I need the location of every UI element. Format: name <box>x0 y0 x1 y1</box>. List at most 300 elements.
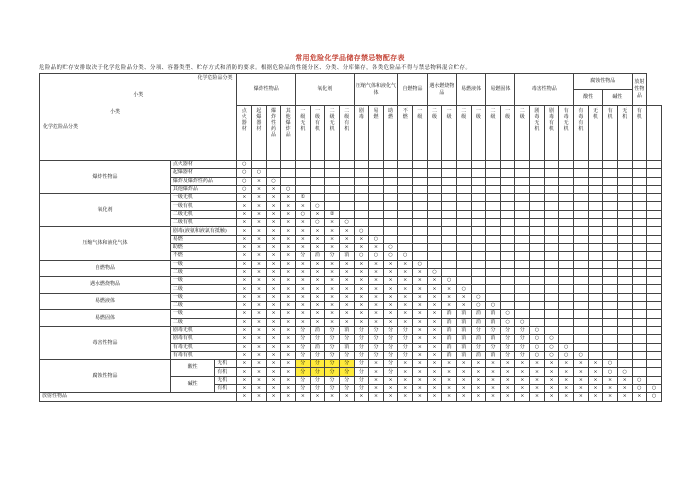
matrix-cell: ○ <box>237 177 252 185</box>
column-label: 不燃 <box>402 108 408 120</box>
matrix-cell: ○ <box>369 252 384 260</box>
matrix-cell <box>647 368 662 376</box>
matrix-cell: 分 <box>500 343 515 351</box>
matrix-cell: × <box>574 385 589 393</box>
matrix-cell <box>413 219 428 227</box>
matrix-cell <box>632 210 647 218</box>
matrix-cell <box>398 227 413 235</box>
matrix-cell: × <box>339 393 354 401</box>
matrix-cell: × <box>310 210 325 218</box>
matrix-cell <box>383 161 398 169</box>
matrix-cell <box>515 177 530 185</box>
matrix-cell <box>413 210 428 218</box>
matrix-cell <box>515 260 530 268</box>
group-header: 毒害性物品 <box>515 74 574 106</box>
matrix-cell <box>471 169 486 177</box>
column-label: 二级 <box>461 108 467 120</box>
matrix-cell <box>339 161 354 169</box>
matrix-cell <box>559 219 574 227</box>
matrix-cell: × <box>442 385 457 393</box>
matrix-cell: × <box>413 368 428 376</box>
matrix-cell: × <box>369 385 384 393</box>
matrix-cell: × <box>281 293 296 301</box>
matrix-cell <box>515 169 530 177</box>
matrix-cell: 分 <box>310 368 325 376</box>
matrix-cell: ○ <box>617 368 632 376</box>
subcategory-label: 助燃 <box>170 243 237 251</box>
matrix-cell: 分 <box>500 351 515 359</box>
matrix-cell: × <box>530 368 545 376</box>
matrix-cell <box>515 252 530 260</box>
matrix-cell <box>369 161 384 169</box>
column-header <box>427 106 442 161</box>
matrix-cell <box>486 285 501 293</box>
matrix-cell: × <box>442 376 457 384</box>
matrix-cell: × <box>383 310 398 318</box>
matrix-cell: 消 <box>456 351 471 359</box>
matrix-cell: × <box>325 243 340 251</box>
matrix-cell: × <box>369 243 384 251</box>
matrix-cell <box>603 169 618 177</box>
matrix-cell <box>588 302 603 310</box>
matrix-cell: ○ <box>456 285 471 293</box>
matrix-cell <box>442 243 457 251</box>
matrix-cell: × <box>237 310 252 318</box>
matrix-cell <box>603 326 618 334</box>
matrix-cell: × <box>617 385 632 393</box>
matrix-cell <box>647 310 662 318</box>
matrix-cell: 分 <box>296 343 311 351</box>
matrix-cell: × <box>281 335 296 343</box>
matrix-cell <box>500 260 515 268</box>
matrix-cell <box>588 335 603 343</box>
matrix-cell: × <box>398 368 413 376</box>
matrix-cell: × <box>281 202 296 210</box>
matrix-cell: × <box>252 194 267 202</box>
matrix-cell <box>456 277 471 285</box>
subcategory-label: 一级 <box>170 260 237 268</box>
matrix-cell: × <box>500 393 515 401</box>
column-header <box>486 106 501 161</box>
column-header <box>588 106 603 161</box>
matrix-cell: 分 <box>310 360 325 368</box>
corner-top-label: 化学危险品分类 <box>197 75 233 81</box>
matrix-cell: × <box>310 268 325 276</box>
matrix-cell <box>310 185 325 193</box>
matrix-cell <box>574 227 589 235</box>
subcategory-label: 爆炸及爆炸性药品 <box>170 177 237 185</box>
matrix-cell <box>427 243 442 251</box>
matrix-cell: × <box>471 368 486 376</box>
matrix-cell <box>325 194 340 202</box>
matrix-cell <box>442 185 457 193</box>
matrix-cell <box>647 302 662 310</box>
matrix-cell: ○ <box>632 385 647 393</box>
matrix-cell <box>369 169 384 177</box>
matrix-cell: × <box>266 219 281 227</box>
matrix-cell: × <box>339 260 354 268</box>
matrix-cell <box>588 194 603 202</box>
matrix-cell: × <box>427 343 442 351</box>
matrix-cell <box>442 252 457 260</box>
matrix-cell <box>617 268 632 276</box>
matrix-cell <box>486 202 501 210</box>
category-label: 放射性物品 <box>40 393 237 401</box>
matrix-cell: × <box>237 376 252 384</box>
matrix-cell <box>486 169 501 177</box>
matrix-cell <box>559 260 574 268</box>
matrix-cell: × <box>281 268 296 276</box>
matrix-cell: 分 <box>310 376 325 384</box>
matrix-cell: × <box>281 310 296 318</box>
table-row <box>40 393 662 401</box>
matrix-cell: 分 <box>296 360 311 368</box>
matrix-cell: ○ <box>427 268 442 276</box>
matrix-cell <box>603 202 618 210</box>
matrix-cell <box>266 161 281 169</box>
matrix-cell: × <box>296 268 311 276</box>
matrix-cell: × <box>281 285 296 293</box>
matrix-cell: × <box>398 302 413 310</box>
matrix-cell <box>632 252 647 260</box>
matrix-cell <box>471 285 486 293</box>
matrix-cell: × <box>515 385 530 393</box>
column-header <box>574 106 589 161</box>
matrix-cell: × <box>383 268 398 276</box>
matrix-cell: × <box>574 368 589 376</box>
matrix-cell <box>603 268 618 276</box>
matrix-cell <box>617 169 632 177</box>
column-label: 剧毒 <box>358 108 364 120</box>
matrix-cell <box>266 169 281 177</box>
matrix-cell <box>574 326 589 334</box>
matrix-cell: ○ <box>310 202 325 210</box>
column-header <box>369 106 384 161</box>
matrix-cell <box>617 351 632 359</box>
matrix-cell: × <box>369 285 384 293</box>
matrix-cell: × <box>588 360 603 368</box>
matrix-cell <box>471 177 486 185</box>
column-header <box>632 106 647 161</box>
matrix-cell: × <box>281 376 296 384</box>
matrix-cell <box>617 252 632 260</box>
matrix-cell: × <box>252 293 267 301</box>
matrix-cell: × <box>442 368 457 376</box>
matrix-cell <box>486 219 501 227</box>
matrix-cell: ○ <box>252 169 267 177</box>
matrix-cell <box>617 343 632 351</box>
matrix-cell: 消 <box>310 326 325 334</box>
table-row <box>40 293 662 301</box>
group-label: 碱性 <box>170 376 214 393</box>
matrix-cell: × <box>325 310 340 318</box>
matrix-cell: × <box>252 219 267 227</box>
matrix-cell: × <box>281 235 296 243</box>
matrix-cell: × <box>339 310 354 318</box>
matrix-cell <box>530 252 545 260</box>
column-header <box>617 106 632 161</box>
matrix-cell <box>574 302 589 310</box>
matrix-cell <box>530 177 545 185</box>
matrix-cell: 消 <box>471 335 486 343</box>
matrix-cell <box>325 185 340 193</box>
matrix-cell: × <box>252 210 267 218</box>
matrix-cell: × <box>369 302 384 310</box>
matrix-cell: × <box>413 385 428 393</box>
matrix-cell: × <box>237 368 252 376</box>
matrix-cell: ① <box>296 194 311 202</box>
matrix-cell <box>647 268 662 276</box>
matrix-cell: × <box>266 252 281 260</box>
matrix-cell <box>354 219 369 227</box>
matrix-cell: × <box>398 360 413 368</box>
column-header <box>252 106 267 161</box>
matrix-cell: × <box>354 285 369 293</box>
matrix-cell: ○ <box>647 385 662 393</box>
matrix-cell: × <box>413 343 428 351</box>
matrix-cell: × <box>266 293 281 301</box>
matrix-cell: 消 <box>471 351 486 359</box>
matrix-cell <box>588 227 603 235</box>
matrix-cell: × <box>500 368 515 376</box>
matrix-cell <box>325 202 340 210</box>
subcategory-label: 剧毒有机 <box>170 335 237 343</box>
matrix-cell: × <box>296 219 311 227</box>
matrix-cell <box>471 235 486 243</box>
matrix-cell: × <box>252 343 267 351</box>
column-label: 其他爆炸品 <box>285 108 291 138</box>
matrix-cell <box>603 335 618 343</box>
matrix-cell: × <box>252 376 267 384</box>
matrix-cell <box>544 161 559 169</box>
group-header: 易燃固体 <box>486 74 515 106</box>
matrix-cell: × <box>237 219 252 227</box>
category-label: 自燃物品 <box>40 260 171 277</box>
matrix-cell <box>515 277 530 285</box>
intro-text: 危险品的贮存安排取决于化学危险品分类、分项、容器类型、贮存方式和消防的要求。根据危险品的性能分区、分类、分库储存，各类危险品不得与禁忌物料混合贮存。 <box>39 65 472 71</box>
matrix-cell <box>647 260 662 268</box>
matrix-cell <box>398 243 413 251</box>
matrix-cell: 分 <box>369 326 384 334</box>
matrix-cell <box>398 194 413 202</box>
matrix-cell <box>281 177 296 185</box>
matrix-cell: × <box>325 293 340 301</box>
matrix-cell: × <box>252 227 267 235</box>
subcategory-label: 二级无机 <box>170 210 237 218</box>
matrix-cell: × <box>237 210 252 218</box>
matrix-cell: × <box>427 385 442 393</box>
matrix-cell: × <box>296 293 311 301</box>
matrix-cell: × <box>252 243 267 251</box>
matrix-cell <box>632 219 647 227</box>
matrix-cell <box>500 227 515 235</box>
matrix-cell: × <box>325 268 340 276</box>
matrix-cell: × <box>252 202 267 210</box>
group-header: 腐蚀性物品 <box>574 74 633 90</box>
matrix-cell <box>486 243 501 251</box>
matrix-cell: × <box>413 360 428 368</box>
matrix-cell: 分 <box>310 335 325 343</box>
matrix-cell <box>588 252 603 260</box>
column-header <box>515 106 530 161</box>
matrix-cell: × <box>281 326 296 334</box>
column-label: 一级 <box>417 108 423 120</box>
matrix-cell <box>574 343 589 351</box>
subcategory-label: 一级 <box>170 310 237 318</box>
matrix-cell: × <box>588 376 603 384</box>
matrix-cell <box>632 235 647 243</box>
matrix-cell <box>530 161 545 169</box>
matrix-cell: × <box>266 335 281 343</box>
matrix-cell <box>413 235 428 243</box>
matrix-cell: × <box>574 376 589 384</box>
header-row <box>40 74 662 90</box>
matrix-cell: × <box>413 268 428 276</box>
matrix-cell: 分 <box>515 326 530 334</box>
matrix-cell: × <box>237 360 252 368</box>
matrix-cell: × <box>237 252 252 260</box>
matrix-cell <box>500 194 515 202</box>
matrix-cell: 分 <box>383 368 398 376</box>
matrix-cell <box>310 194 325 202</box>
matrix-cell <box>530 310 545 318</box>
matrix-cell <box>574 235 589 243</box>
category-label: 爆炸性物品 <box>40 161 171 194</box>
column-label: 二级 <box>432 108 438 120</box>
matrix-cell <box>427 227 442 235</box>
matrix-cell <box>339 169 354 177</box>
matrix-cell <box>500 235 515 243</box>
matrix-cell: × <box>281 302 296 310</box>
matrix-cell <box>647 202 662 210</box>
column-header <box>442 106 457 161</box>
matrix-cell: × <box>252 360 267 368</box>
matrix-cell: × <box>266 243 281 251</box>
matrix-cell: × <box>471 393 486 401</box>
matrix-cell <box>544 243 559 251</box>
matrix-cell <box>559 194 574 202</box>
matrix-cell: × <box>252 235 267 243</box>
matrix-cell: ○ <box>266 177 281 185</box>
matrix-cell <box>383 194 398 202</box>
matrix-cell <box>617 285 632 293</box>
category-label: 易燃液体 <box>40 293 171 310</box>
matrix-cell <box>544 285 559 293</box>
matrix-cell: × <box>237 318 252 326</box>
matrix-cell: 消 <box>456 318 471 326</box>
matrix-cell: ○ <box>544 351 559 359</box>
matrix-cell <box>588 285 603 293</box>
page-title: 常用危险化学品储存禁忌物配存表 <box>295 53 405 62</box>
matrix-cell: ○ <box>237 185 252 193</box>
matrix-cell: × <box>252 368 267 376</box>
matrix-cell <box>647 360 662 368</box>
matrix-cell <box>486 252 501 260</box>
table-row <box>40 260 662 268</box>
matrix-cell: × <box>237 268 252 276</box>
matrix-cell: × <box>354 318 369 326</box>
matrix-cell: 消 <box>486 310 501 318</box>
subcategory-label: 不燃 <box>170 252 237 260</box>
matrix-cell: 消 <box>486 335 501 343</box>
matrix-cell: × <box>325 235 340 243</box>
matrix-cell <box>486 268 501 276</box>
matrix-cell: × <box>252 268 267 276</box>
matrix-cell <box>456 235 471 243</box>
matrix-cell <box>530 302 545 310</box>
matrix-cell <box>383 202 398 210</box>
matrix-cell: × <box>413 277 428 285</box>
matrix-cell: × <box>325 285 340 293</box>
matrix-cell: 分 <box>325 385 340 393</box>
matrix-cell <box>398 235 413 243</box>
matrix-cell: 分 <box>310 385 325 393</box>
matrix-cell <box>456 260 471 268</box>
matrix-cell: × <box>559 393 574 401</box>
matrix-cell <box>398 219 413 227</box>
matrix-cell <box>500 169 515 177</box>
matrix-cell <box>647 326 662 334</box>
matrix-cell <box>413 177 428 185</box>
matrix-cell <box>471 252 486 260</box>
matrix-cell <box>442 210 457 218</box>
matrix-cell: ○ <box>603 360 618 368</box>
matrix-cell <box>574 185 589 193</box>
matrix-cell: × <box>310 302 325 310</box>
matrix-cell <box>544 219 559 227</box>
matrix-cell <box>559 285 574 293</box>
matrix-cell <box>486 293 501 301</box>
matrix-cell: × <box>603 393 618 401</box>
matrix-cell <box>281 169 296 177</box>
matrix-cell <box>559 277 574 285</box>
group-header: 爆炸性物品 <box>237 74 296 106</box>
matrix-cell: 分 <box>354 376 369 384</box>
matrix-cell <box>515 161 530 169</box>
matrix-cell: 分 <box>486 326 501 334</box>
matrix-cell: × <box>266 185 281 193</box>
matrix-cell: × <box>427 293 442 301</box>
matrix-cell: × <box>252 393 267 401</box>
header-corner <box>40 74 237 161</box>
subcategory-label: 一级有机 <box>170 202 237 210</box>
matrix-cell: × <box>266 385 281 393</box>
matrix-cell <box>632 360 647 368</box>
matrix-cell: × <box>281 360 296 368</box>
matrix-cell: × <box>339 318 354 326</box>
matrix-cell <box>456 252 471 260</box>
matrix-cell: × <box>456 393 471 401</box>
matrix-cell <box>486 177 501 185</box>
matrix-cell: × <box>383 260 398 268</box>
matrix-cell <box>647 210 662 218</box>
matrix-cell <box>354 194 369 202</box>
matrix-cell <box>603 293 618 301</box>
column-header <box>413 106 428 161</box>
matrix-cell: ○ <box>237 169 252 177</box>
matrix-cell: ○ <box>515 318 530 326</box>
matrix-cell: 分 <box>486 343 501 351</box>
matrix-cell: × <box>266 360 281 368</box>
matrix-cell: × <box>486 385 501 393</box>
matrix-cell <box>486 194 501 202</box>
matrix-cell <box>471 268 486 276</box>
matrix-cell: 分 <box>398 351 413 359</box>
matrix-cell: × <box>266 260 281 268</box>
matrix-cell: × <box>252 318 267 326</box>
matrix-cell <box>617 318 632 326</box>
category-label: 氧化剂 <box>40 194 171 227</box>
